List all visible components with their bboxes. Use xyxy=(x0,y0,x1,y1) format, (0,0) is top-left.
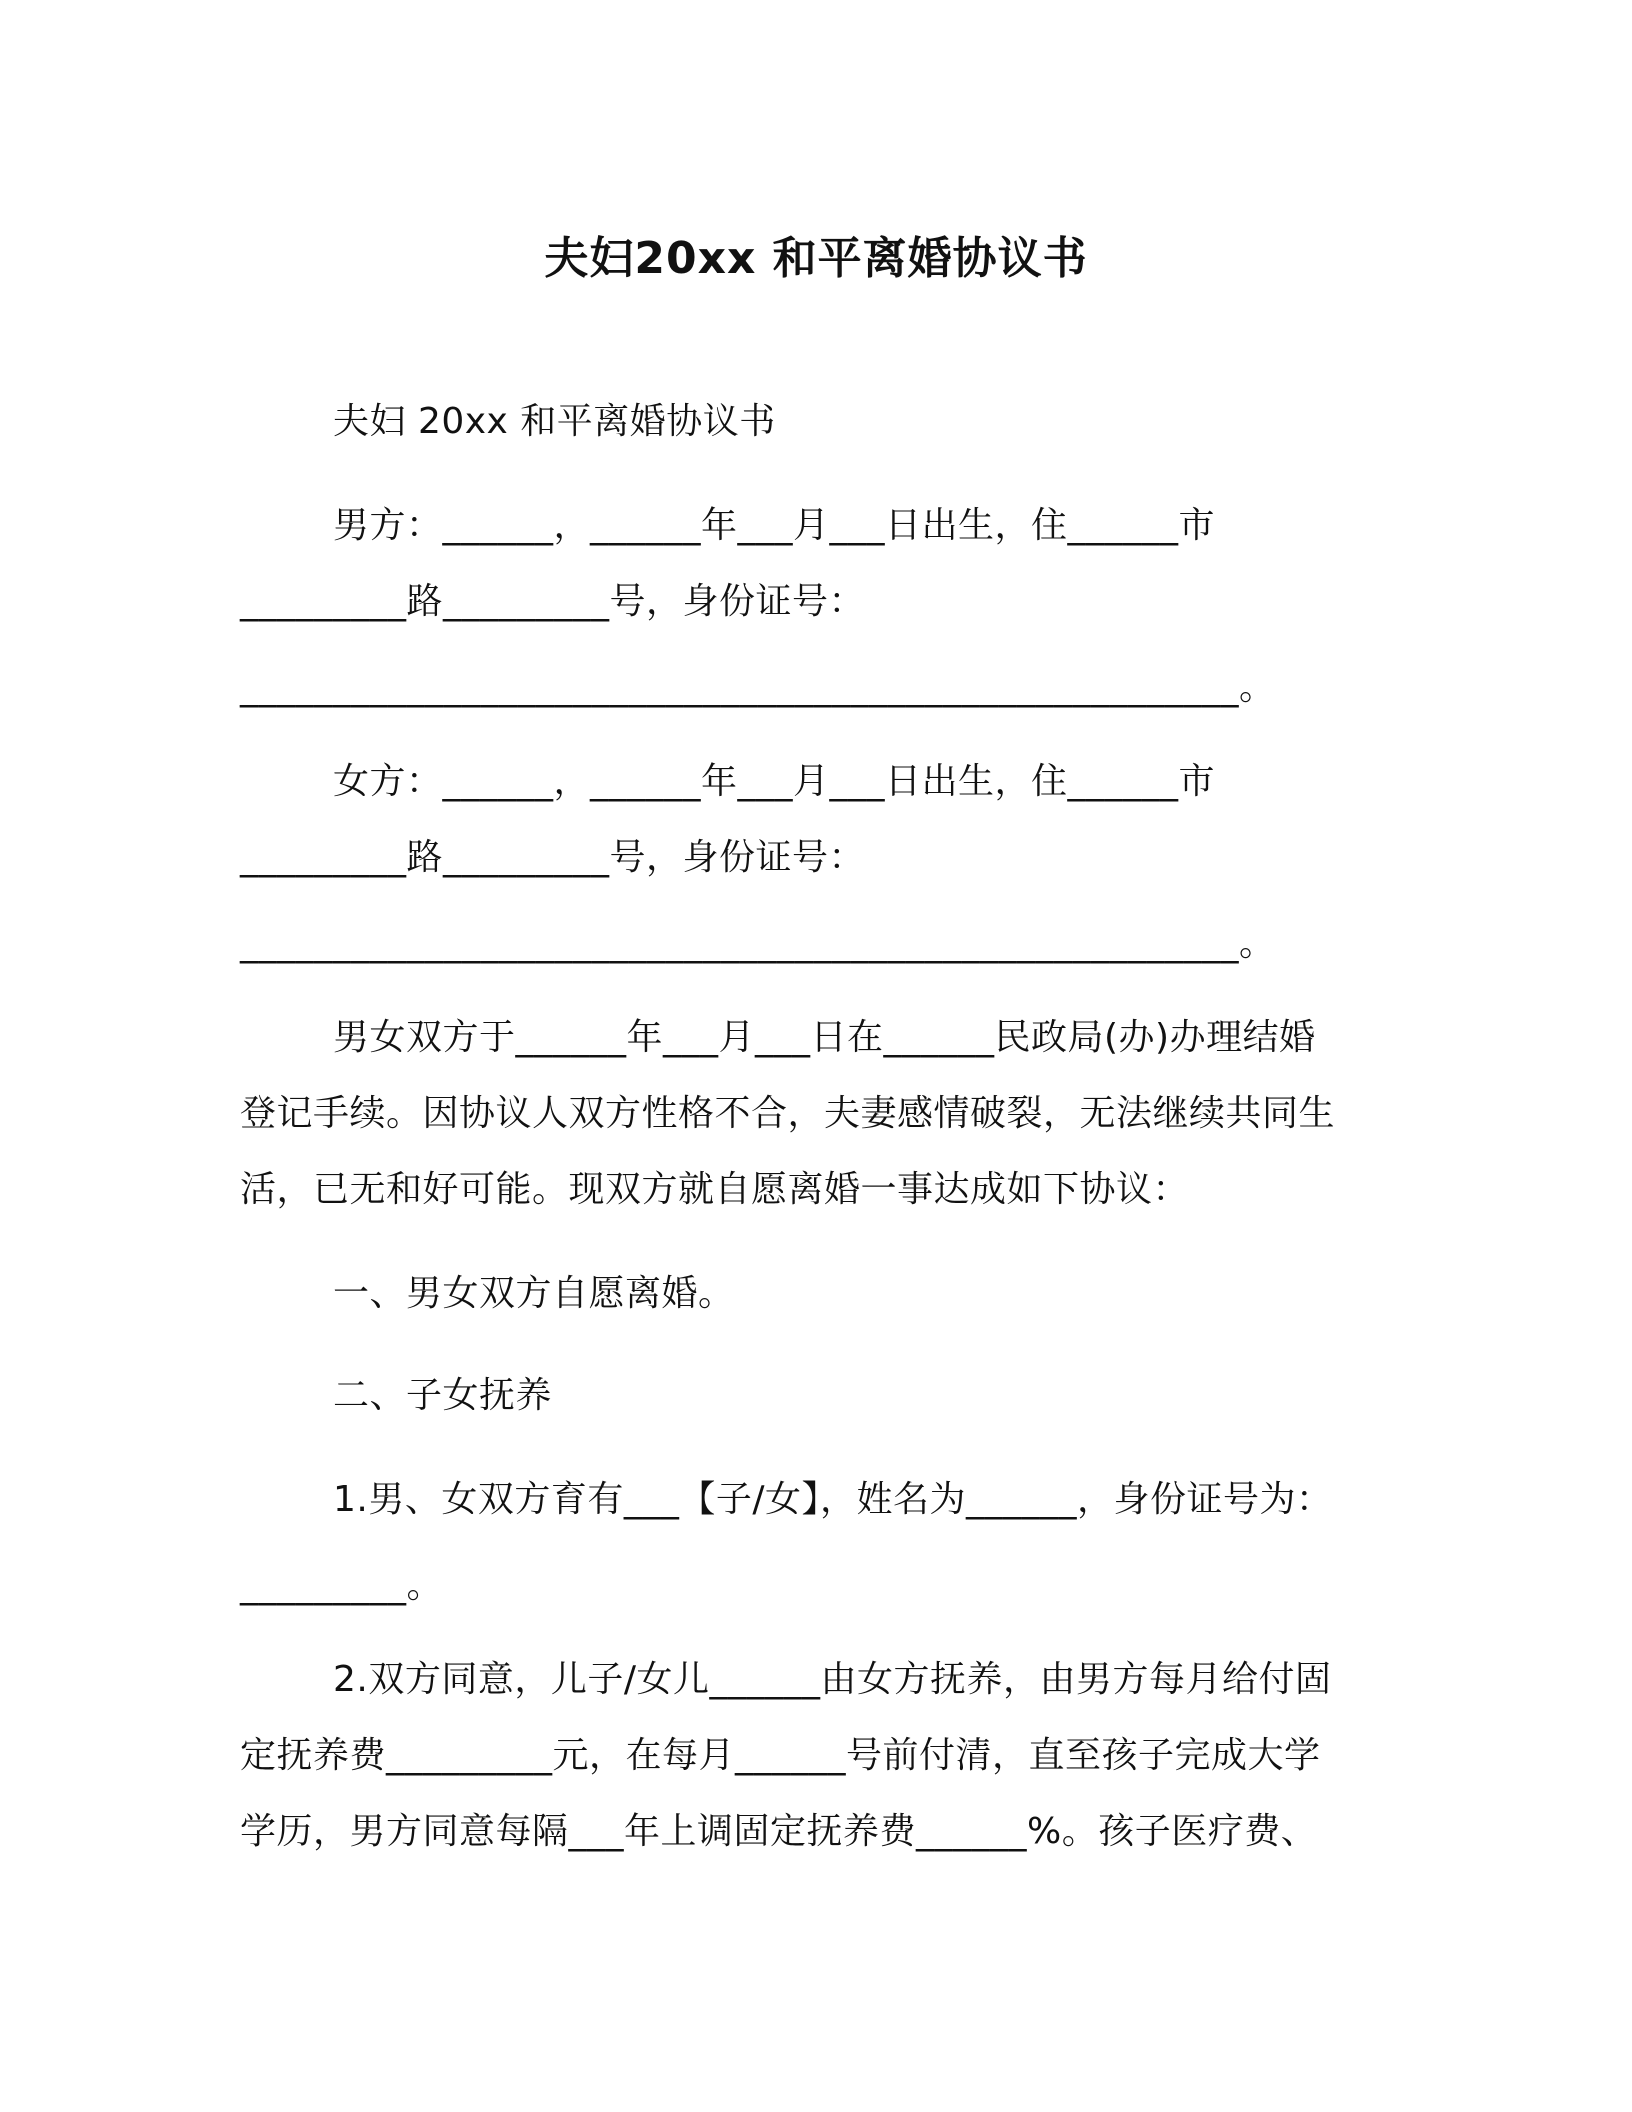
clause-2-2-line-2: 定抚养费_________元，在每月______号前付清，直至孩子完成大学 xyxy=(240,1735,1321,1776)
male-id-blank: ______________________________________________________。 xyxy=(240,667,1276,708)
marriage-reg-line-3: 活，已无和好可能。现双方就自愿离婚一事达成如下协议： xyxy=(240,1169,1190,1210)
female-party-line-1: 女方：______，______年___月___日出生，住______市 xyxy=(333,761,1216,802)
clause-2-heading: 二、子女抚养 xyxy=(333,1375,553,1416)
subtitle: 夫妇 20xx 和平离婚协议书 xyxy=(333,401,776,442)
page-title: 夫妇20xx 和平离婚协议书 xyxy=(544,233,1088,284)
female-id-blank: ______________________________________________________。 xyxy=(240,923,1276,964)
marriage-reg-line-1: 男女双方于______年___月___日在______民政局(办)办理结婚 xyxy=(333,1017,1316,1058)
clause-2-1-line-1: 1.男、女双方育有___【子/女】，姓名为______，身份证号为： xyxy=(333,1479,1333,1520)
male-party-line-2: _________路_________号，身份证号： xyxy=(240,581,866,622)
female-party-line-2: _________路_________号，身份证号： xyxy=(240,837,866,878)
clause-2-1-line-2: _________。 xyxy=(240,1565,444,1606)
clause-2-2-line-1: 2.双方同意，儿子/女儿______由女方抚养，由男方每月给付固 xyxy=(333,1659,1332,1700)
male-party-line-1: 男方：______，______年___月___日出生，住______市 xyxy=(333,505,1216,546)
clause-2-2-line-3: 学历，男方同意每隔___年上调固定抚养费______%。孩子医疗费、 xyxy=(240,1811,1318,1852)
clause-1: 一、男女双方自愿离婚。 xyxy=(333,1273,735,1314)
marriage-reg-line-2: 登记手续。因协议人双方性格不合，夫妻感情破裂，无法继续共同生 xyxy=(240,1093,1336,1134)
